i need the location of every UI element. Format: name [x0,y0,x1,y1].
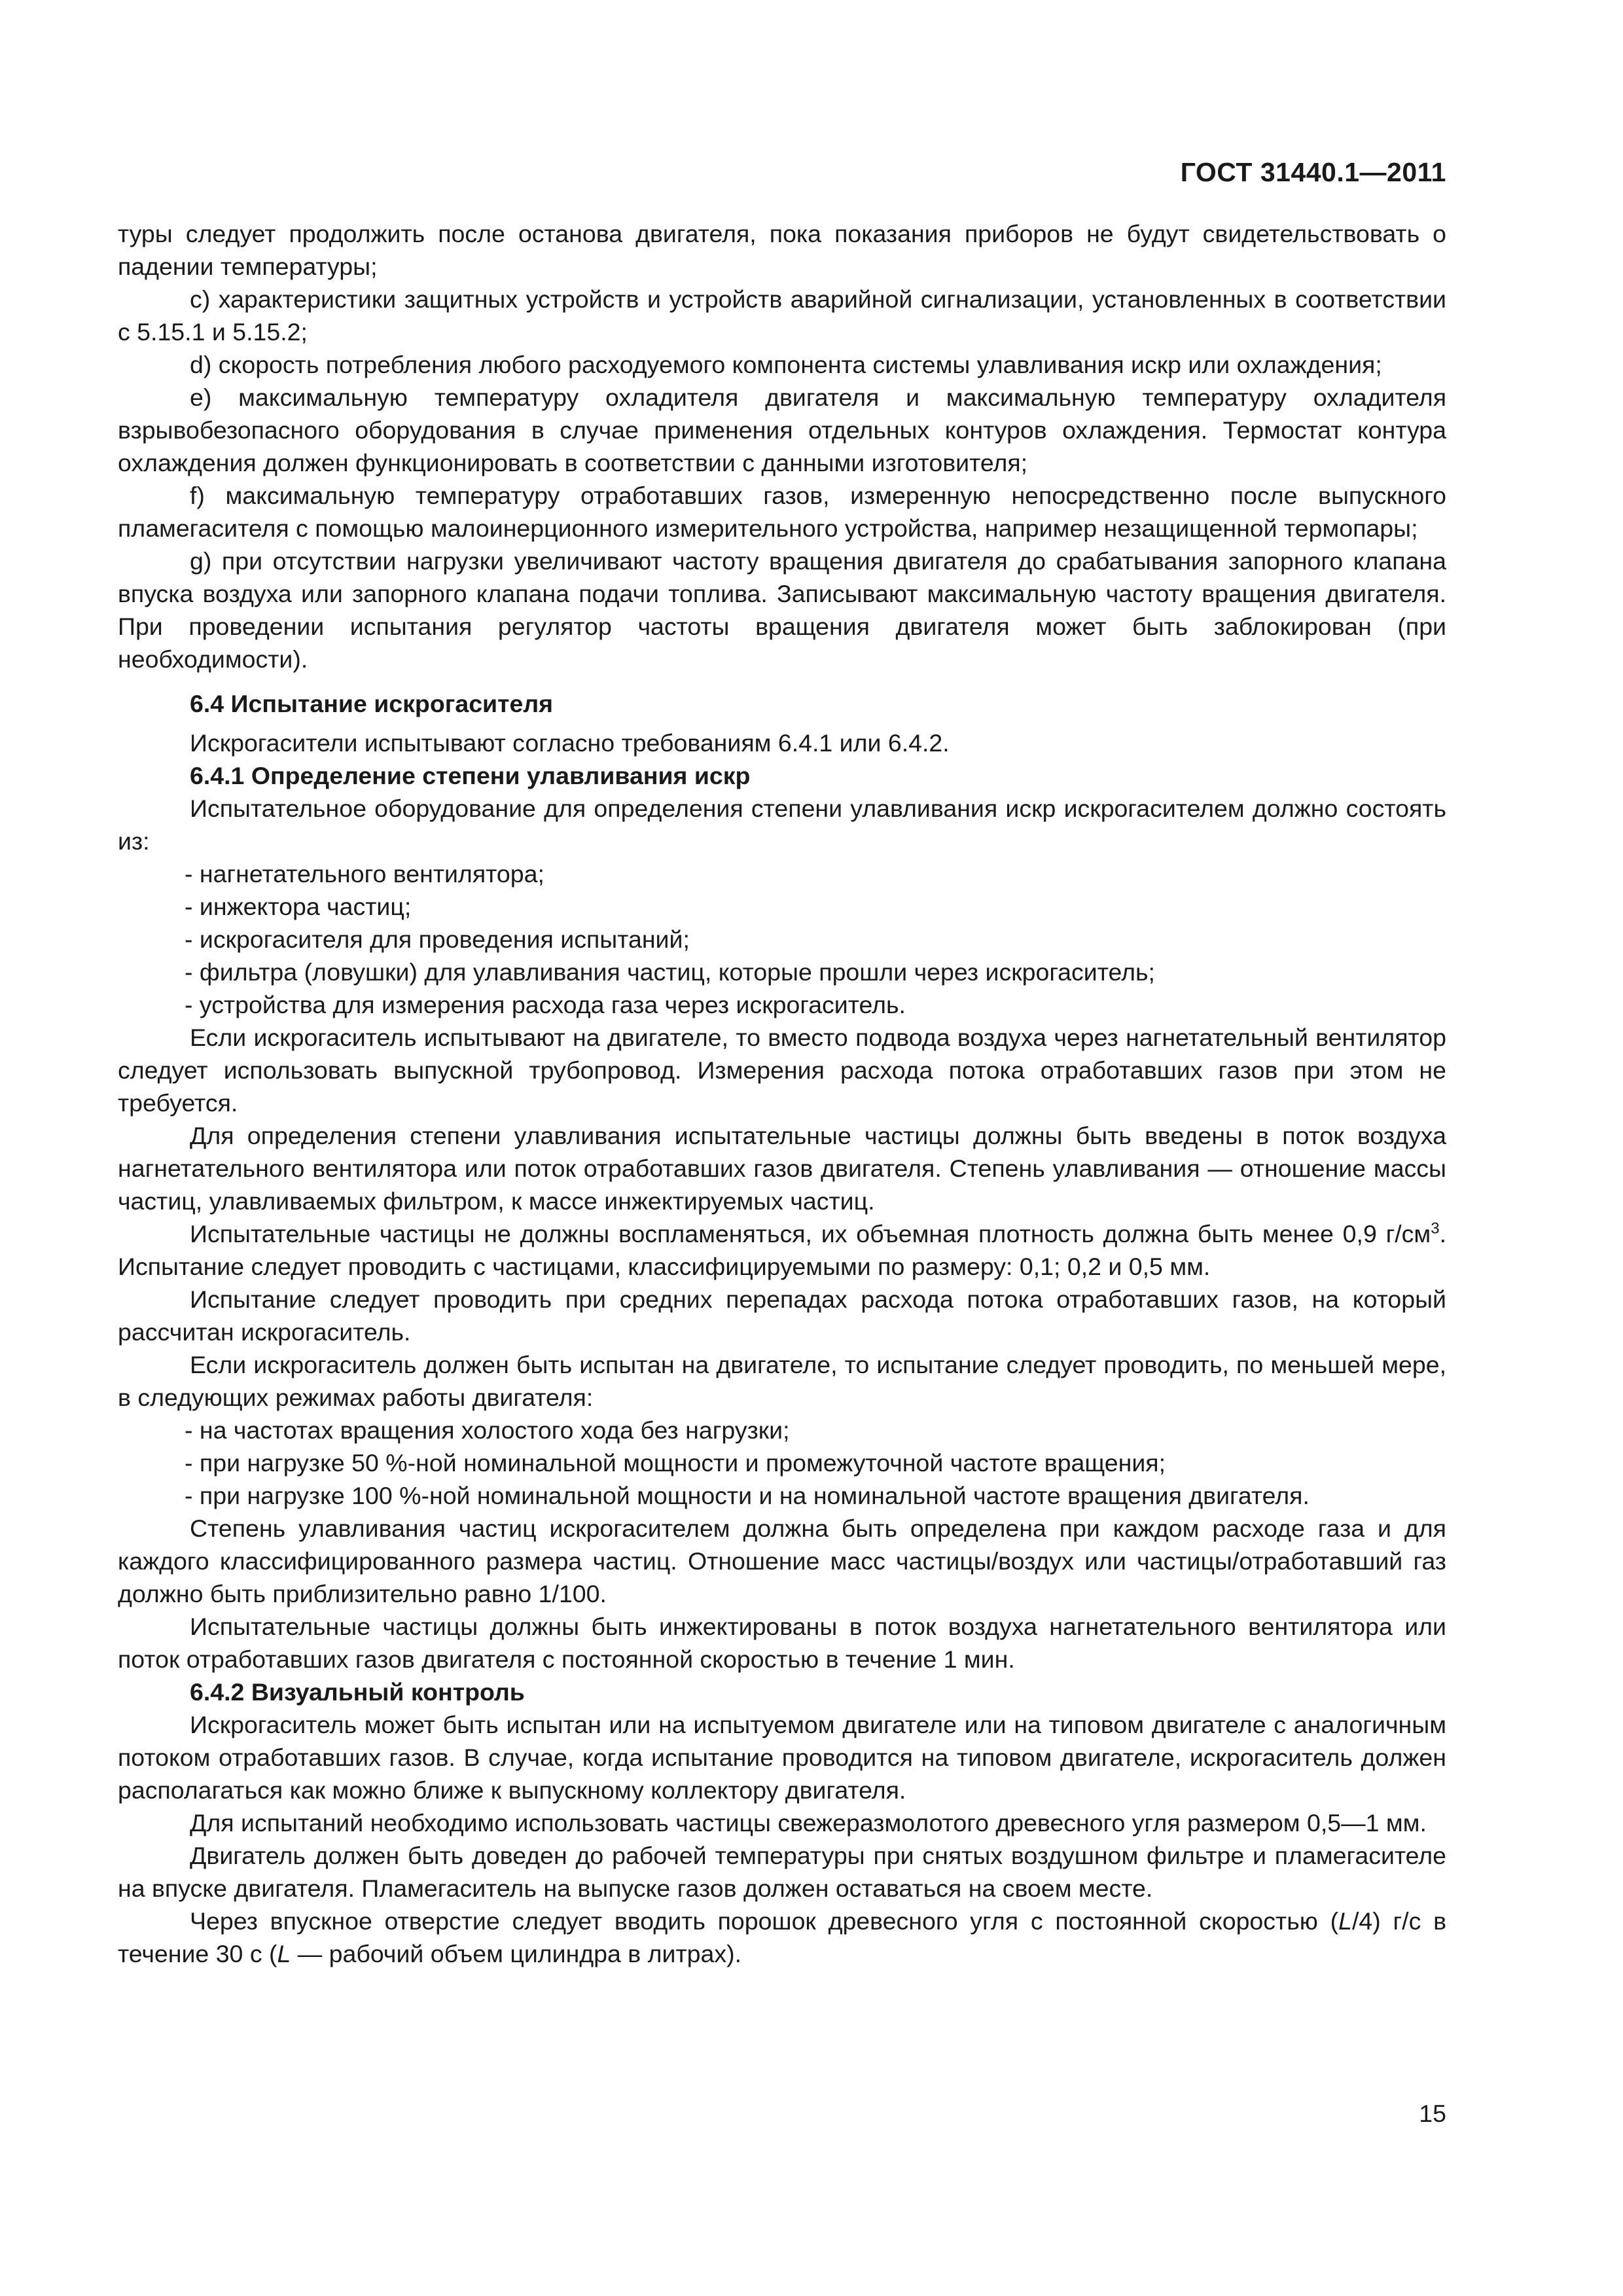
equipment-list-item: - устройства для измерения расхода газа через искрогаситель. [185,988,1446,1021]
section-heading-6-4-2: 6.4.2 Визуальный контроль [190,1678,525,1706]
paragraph-6-4: Искрогасители испытывают согласно требованиям 6.4.1 или 6.4.2. [190,729,950,757]
variable-l: L [1338,1907,1352,1935]
equipment-list-item: - искрогасителя для проведения испытаний; [185,923,1446,956]
list-item-e: e) максимальную температуру охладителя двигателя и максимальную температуру охладителя взрывобезопасного оборудования в случае применения отдельных контуров охлаждения. Термостат контура охлаждения должен функционировать в соответствии с данными изготовителя; [118,384,1446,476]
engine-modes-list [118,1414,1446,1512]
paragraph-text: Испытательные частицы не должны воспламеняться, их объемная плотность должна быть менее 0,9 г/см [190,1220,1431,1247]
paragraph-6-4-2-c: Двигатель должен быть доведен до рабочей температуры при снятых воздушном фильтре и пламегасителе на впуске двигателя. Пламегаситель на выпуске газов должен оставаться на своем месте. [118,1842,1446,1902]
equipment-list-item: - нагнетательного вентилятора; [185,857,1446,890]
equipment-list-item: - инжектора частиц; [185,890,1446,923]
paragraph-6-4-1-c [118,1217,1446,1283]
paragraph-6-4-1-intro: Испытательное оборудование для определения степени улавливания искр искрогасителем должно состоять из: [118,795,1446,855]
engine-mode-item: - при нагрузке 50 %-ной номинальной мощности и промежуточной частоте вращения; [185,1446,1446,1479]
paragraph-6-4-1-g: Испытательные частицы должны быть инжектированы в поток воздуха нагнетательного вентилятора или поток отработавших газов двигателя с постоянной скоростью в течение 1 мин. [118,1613,1446,1673]
page-number: 15 [1419,2100,1446,2127]
document-standard-id: ГОСТ 31440.1—2011 [1180,157,1446,187]
list-item-d: d) скорость потребления любого расходуемого компонента системы улавливания искр или охлаждения; [190,351,1382,378]
paragraph-6-4-2-d [118,1905,1446,1970]
paragraph-text: /4) г/с в течение 30 с ( [118,1907,1446,1967]
variable-l: L [277,1940,291,1967]
paragraph-text: — рабочий объем цилиндра в литрах). [291,1940,742,1967]
paragraph-6-4-1-d: Испытание следует проводить при средних перепадах расхода потока отработавших газов, на который рассчитан искрогаситель. [118,1285,1446,1346]
paragraph-6-4-2-a: Искрогаситель может быть испытан или на испытуемом двигателе или на типовом двигателе с аналогичным потоком отработавших газов. В случае, когда испытание проводится на типовом двигателе, искрогаситель должен располагаться как можно ближе к выпускному коллектору двигателя. [118,1711,1446,1804]
paragraph-6-4-2-b: Для испытаний необходимо использовать частицы свежеразмолотого древесного угля размером 0,5—1 мм. [190,1809,1427,1837]
list-item-g: g) при отсутствии нагрузки увеличивают частоту вращения двигателя до срабатывания запорного клапана впуска воздуха или запорного клапана подачи топлива. Записывают максимальную частоту вращения двигателя. При проведении испытания регулятор частоты вращения двигателя может быть заблокирован (при необходимости). [118,547,1446,673]
list-item-f: f) максимальную температуру отработавших газов, измеренную непосредственно после выпускного пламегасителя с помощью малоинерционного измерительного устройства, например незащищенной термопары; [118,482,1446,542]
engine-mode-item: - на частотах вращения холостого хода без нагрузки; [185,1414,1446,1446]
list-item-c: c) характеристики защитных устройств и устройств аварийной сигнализации, установленных в соответствии с 5.15.1 и 5.15.2; [118,285,1446,346]
document-body [118,217,1446,1970]
paragraph-text: Через впускное отверстие следует вводить порошок древесного угля с постоянной скоростью ( [190,1907,1339,1935]
section-heading-6-4: 6.4 Испытание искрогасителя [190,690,554,717]
paragraph-text: . Испытание следует проводить с частицами, классифицируемыми по размеру: 0,1; 0,2 и 0,5 мм. [118,1220,1446,1280]
paragraph-6-4-1-e: Если искрогаситель должен быть испытан на двигателе, то испытание следует проводить, по меньшей мере, в следующих режимах работы двигателя: [118,1351,1446,1411]
engine-mode-item: - при нагрузке 100 %-ной номинальной мощности и на номинальной частоте вращения двигателя. [185,1479,1446,1512]
paragraph-6-4-1-f: Степень улавливания частиц искрогасителем должна быть определена при каждом расходе газа и для каждого классифицированного размера частиц. Отношение масс частицы/воздух или частицы/отработавший газ должно быть приблизительно равно 1/100. [118,1515,1446,1607]
paragraph-continuation: туры следует продолжить после останова двигателя, пока показания приборов не будут свидетельствовать о падении температуры; [118,220,1446,280]
section-heading-6-4-1: 6.4.1 Определение степени улавливания искр [190,762,751,789]
equipment-list [118,857,1446,1021]
paragraph-6-4-1-a: Если искрогаситель испытывают на двигателе, то вместо подвода воздуха через нагнетательный вентилятор следует использовать выпускной трубопровод. Измерения расхода потока отработавших газов при этом не требуется. [118,1024,1446,1117]
superscript: 3 [1431,1219,1440,1238]
equipment-list-item: - фильтра (ловушки) для улавливания частиц, которые прошли через искрогаситель; [185,956,1446,988]
paragraph-6-4-1-b: Для определения степени улавливания испытательные частицы должны быть введены в поток воздуха нагнетательного вентилятора или поток отработавших газов двигателя. Степень улавливания — отношение массы частиц, улавливаемых фильтром, к массе инжектируемых частиц. [118,1122,1446,1215]
